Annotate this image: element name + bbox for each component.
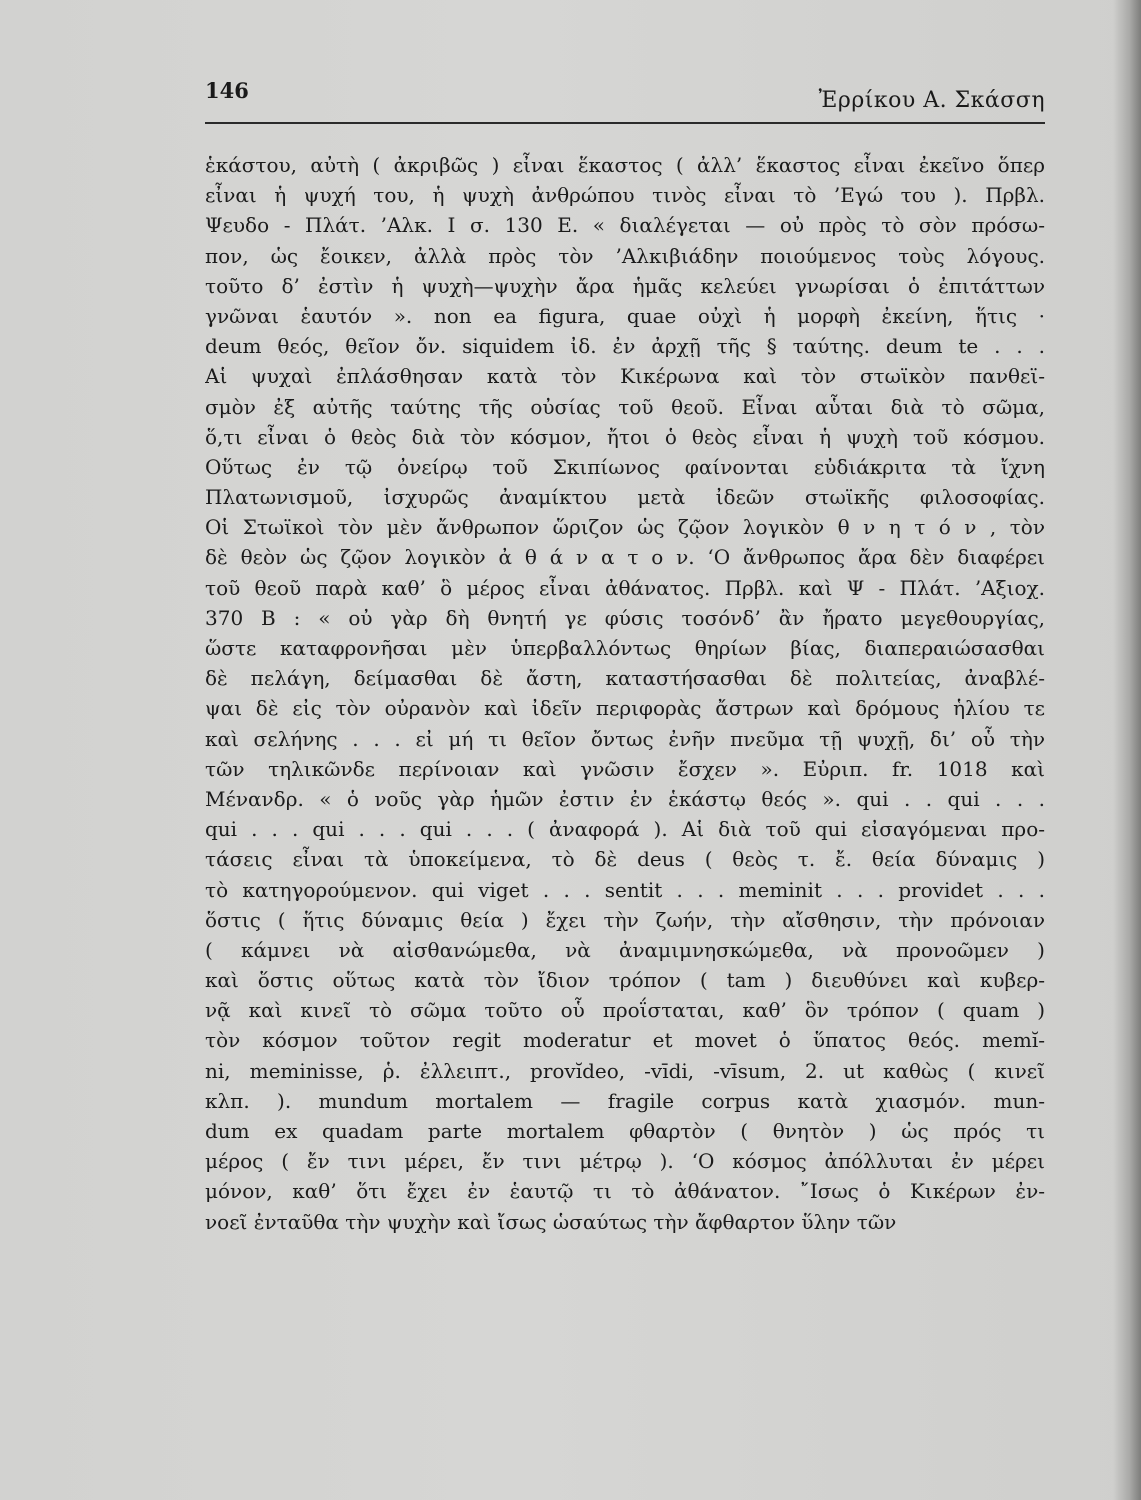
text-line: τὸ κατηγορούμενον. qui viget . . . sentit . . . meminit . . . providet . . . bbox=[205, 877, 1045, 902]
text-line: Οὕτως ἐν τῷ ὀνείρῳ τοῦ Σκιπίωνος φαίνονται εὐδιάκριτα τὰ ἴχνη bbox=[205, 454, 1045, 479]
text-line: τοῦτο δ’ ἐστὶν ἡ ψυχὴ—ψυχὴν ἄρα ἡμᾶς κελεύει γνωρίσαι ὁ ἐπιτάττων bbox=[205, 273, 1045, 298]
text-line: ὅ,τι εἶναι ὁ θεὸς διὰ τὸν κόσμον, ἤτοι ὁ θεὸς εἶναι ἡ ψυχὴ τοῦ κόσμου. bbox=[205, 424, 1045, 449]
text-line: τὸν κόσμον τοῦτον regit moderatur et movet ὁ ὕπατος θεός. memĭ- bbox=[205, 1028, 1045, 1053]
text-line: μέρος ( ἔν τινι μέρει, ἔν τινι μέτρῳ ). ‘Ο κόσμος ἀπόλλυται ἐν μέρει bbox=[205, 1149, 1045, 1174]
text-line: Ψευδο - Πλάτ. ’Αλκ. I σ. 130 Ε. « διαλέγεται — οὐ πρὸς τὸ σὸν πρόσω- bbox=[205, 213, 1045, 238]
text-line: ὥστε καταφρονῆσαι μὲν ὑπερβαλλόντως θηρίων βίας, διαπεραιώσασθαι bbox=[205, 636, 1045, 660]
text-line: deum θεός, θεῖον ὄν. siquidem ἰδ. ἐν ἀρχῇ τῆς § ταύτης. deum te . . . bbox=[205, 334, 1045, 359]
body-text bbox=[205, 150, 1045, 1237]
text-line: ( κάμνει νὰ αἰσθανώμεθα, νὰ ἀναμιμνησκώμεθα, νὰ προνοῶμεν ) bbox=[205, 937, 1045, 962]
text-line: καὶ ὅστις οὕτως κατὰ τὸν ἴδιον τρόπον ( tam ) διευθύνει καὶ κυβερ- bbox=[205, 968, 1045, 993]
text-line: πον, ὡς ἔοικεν, ἀλλὰ πρὸς τὸν ’Αλκιβιάδην ποιούμενος τοὺς λόγους. bbox=[205, 243, 1045, 268]
text-line: κλπ. ). mundum mortalem — fragile corpus κατὰ χιασμόν. mun- bbox=[205, 1088, 1045, 1113]
text-line: dum ex quadam parte mortalem φθαρτὸν ( θνητὸν ) ὡς πρός τι bbox=[205, 1119, 1045, 1143]
text-line: ni, meminisse, ῥ. ἐλλειπτ., provĭdeo, -vīdi, -vīsum, 2. ut καθὼς ( κινεῖ bbox=[205, 1058, 1045, 1083]
page-number: 146 bbox=[205, 78, 249, 103]
page-edge-shadow bbox=[1113, 0, 1141, 1500]
text-line: γνῶναι ἑαυτόν ». non ea figura, quae οὐχὶ ἡ μορφὴ ἐκείνη, ἥτις · bbox=[205, 303, 1045, 328]
text-line: νοεῖ ἐνταῦθα τὴν ψυχὴν καὶ ἴσως ὡσαύτως τὴν ἄφθαρτον ὕλην τῶν bbox=[205, 1209, 897, 1234]
text-line: qui . . . qui . . . qui . . . ( ἀναφορά ). Αἱ διὰ τοῦ qui εἰσαγόμεναι προ- bbox=[205, 817, 1045, 842]
text-line: ἑκάστου, αὐτὴ ( ἀκριβῶς ) εἶναι ἕκαστος ( ἀλλ’ ἕκαστος εἶναι ἐκεῖνο ὅπερ bbox=[205, 153, 1045, 177]
text-line: τοῦ θεοῦ παρὰ καθ’ ὃ μέρος εἶναι ἀθάνατος. Πρβλ. καὶ Ψ - Πλάτ. ’Αξιοχ. bbox=[205, 575, 1045, 600]
text-line: δὲ θεὸν ὡς ζῷον λογικὸν ἀ θ ά ν α τ ο ν. ‘Ο ἄνθρωπος ἄρα δὲν διαφέρει bbox=[205, 545, 1045, 570]
text-line: τάσεις εἶναι τὰ ὑποκείμενα, τὸ δὲ deus ( θεὸς τ. ἔ. θεία δύναμις ) bbox=[205, 847, 1045, 872]
text-line: Αἱ ψυχαὶ ἐπλάσθησαν κατὰ τὸν Κικέρωνα καὶ τὸν στωϊκὸν πανθεϊ- bbox=[205, 364, 1045, 389]
text-line: εἶναι ἡ ψυχή του, ἡ ψυχὴ ἀνθρώπου τινὸς εἶναι τὸ ’Εγώ του ). Πρβλ. bbox=[205, 183, 1045, 208]
text-line: ὅστις ( ἥτις δύναμις θεία ) ἔχει τὴν ζωήν, τὴν αἴσθησιν, τὴν πρόνοιαν bbox=[205, 907, 1045, 932]
text-line: Μένανδρ. « ὁ νοῦς γὰρ ἡμῶν ἐστιν ἐν ἑκάστῳ θεός ». qui . . qui . . . bbox=[205, 786, 1045, 811]
text-line: σμὸν ἐξ αὐτῆς ταύτης τῆς οὐσίας τοῦ θεοῦ. Εἶναι αὗται διὰ τὸ σῶμα, bbox=[205, 394, 1045, 419]
running-title: Ἐρρίκου Α. Σκάσση bbox=[818, 88, 1045, 113]
text-line: μόνον, καθ’ ὅτι ἔχει ἐν ἑαυτῷ τι τὸ ἀθάνατον. ῎Ισως ὁ Κικέρων ἐν- bbox=[205, 1179, 1045, 1204]
text-line: Οἱ Στωϊκοὶ τὸν μὲν ἄνθρωπον ὥριζον ὡς ζῷον λογικὸν θ ν η τ ό ν , τὸν bbox=[205, 515, 1045, 540]
text-line: καὶ σελήνης . . . εἰ μή τι θεῖον ὄντως ἐνῆν πνεῦμα τῇ ψυχῇ, δι’ οὗ τὴν bbox=[205, 726, 1045, 751]
page-header bbox=[205, 76, 1045, 124]
text-line: νᾷ καὶ κινεῖ τὸ σῶμα τοῦτο οὗ προΐσταται, καθ’ ὃν τρόπον ( quam ) bbox=[205, 998, 1045, 1023]
text-line: τῶν τηλικῶνδε περίνοιαν καὶ γνῶσιν ἔσχεν ». Εὐριπ. fr. 1018 καὶ bbox=[205, 756, 1045, 781]
text-line: Πλατωνισμοῦ, ἰσχυρῶς ἀναμίκτου μετὰ ἰδεῶν στωϊκῆς φιλοσοφίας. bbox=[205, 485, 1045, 510]
text-line: 370 B : « οὐ γὰρ δὴ θνητή γε φύσις τοσόνδ’ ἂν ἤρατο μεγεθουργίας, bbox=[205, 605, 1045, 630]
text-line: ψαι δὲ εἰς τὸν οὐρανὸν καὶ ἰδεῖν περιφορὰς ἄστρων καὶ δρόμους ἡλίου τε bbox=[205, 696, 1045, 721]
text-line: δὲ πελάγη, δείμασθαι δὲ ἄστη, καταστήσασθαι δὲ πολιτείας, ἀναβλέ- bbox=[205, 666, 1045, 691]
